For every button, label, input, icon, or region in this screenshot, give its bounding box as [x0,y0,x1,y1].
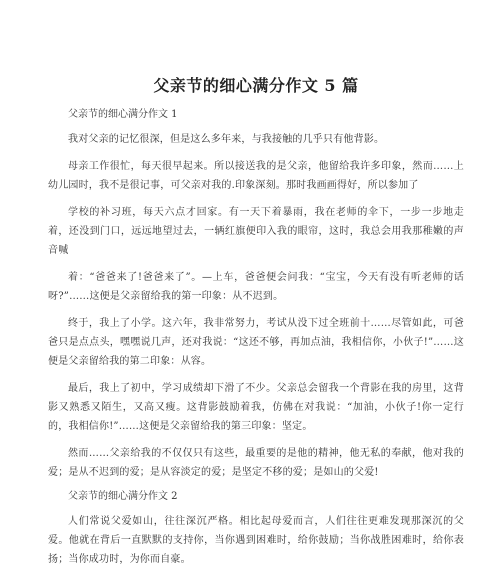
paragraph: 着：“爸爸来了!爸爸来了”。—上车，爸爸便会问我：“宝宝，今天有没有听老师的话呀?”……这便是父亲留给我的第一印象：从不迟到。 [48,272,464,302]
section-heading: 父亲节的细心满分作文 2 [68,491,178,502]
section-heading: 父亲节的细心满分作文 1 [68,109,178,120]
paragraph: 最后，我上了初中，学习成绩却下滑了不少。父亲总会留我一个背影在我的房里，这背影又熟悉又陌生，又高又瘦。这背影鼓励着我，仿佛在对我说：“加油，小伙子!你一定行的，我相信你!”……这便是父亲留给我的第三印象：坚定。 [48,383,464,432]
paragraph: 然而……父亲给我的不仅仅只有这些，最重要的是他的精神，他无私的奉献，他对我的爱；是从不迟到的爱；是从容淡定的爱；是坚定不移的爱；是如山的父爱! [48,448,464,478]
paragraph: 我对父亲的记忆很深，但是这么多年来，与我接触的几乎只有他背影。 [68,134,385,145]
document-title: 父亲节的细心满分作文 5 篇 [153,76,359,95]
paragraph: 学校的补习班，每天六点才回家。有一天下着暴雨，我在老师的伞下，一步一步地走着，还没到门口，远远地望过去，一辆红旗便印入我的眼帘，这时，我总会用我那稚嫩的声音喊 [48,207,464,256]
paragraph: 人们常说父爱如山，往往深沉严格。相比起母爱而言，人们往往更难发现那深沉的父爱。他就在背后一直默默的支持你，当你遇到困难时，给你鼓励；当你战胜困难时，给你表扬；当你成功时，为你而自豪。 [48,516,464,565]
paragraph: 终于，我上了小学。这六年，我非常努力，考试从没下过全班前十……尽管如此，可爸爸只是点点头，嘿嘿说几声，还对我说：“这还不够，再加点油，我相信你，小伙子!”……这便是父亲留给我的第二印象：从容。 [48,318,464,367]
paragraph: 母亲工作很忙，每天很早起来。所以接送我的是父亲，他留给我许多印象，然而……上幼儿园时，我不是很记事，可父亲对我的.印象深刻。那时我画画得好，所以参加了 [48,161,464,191]
